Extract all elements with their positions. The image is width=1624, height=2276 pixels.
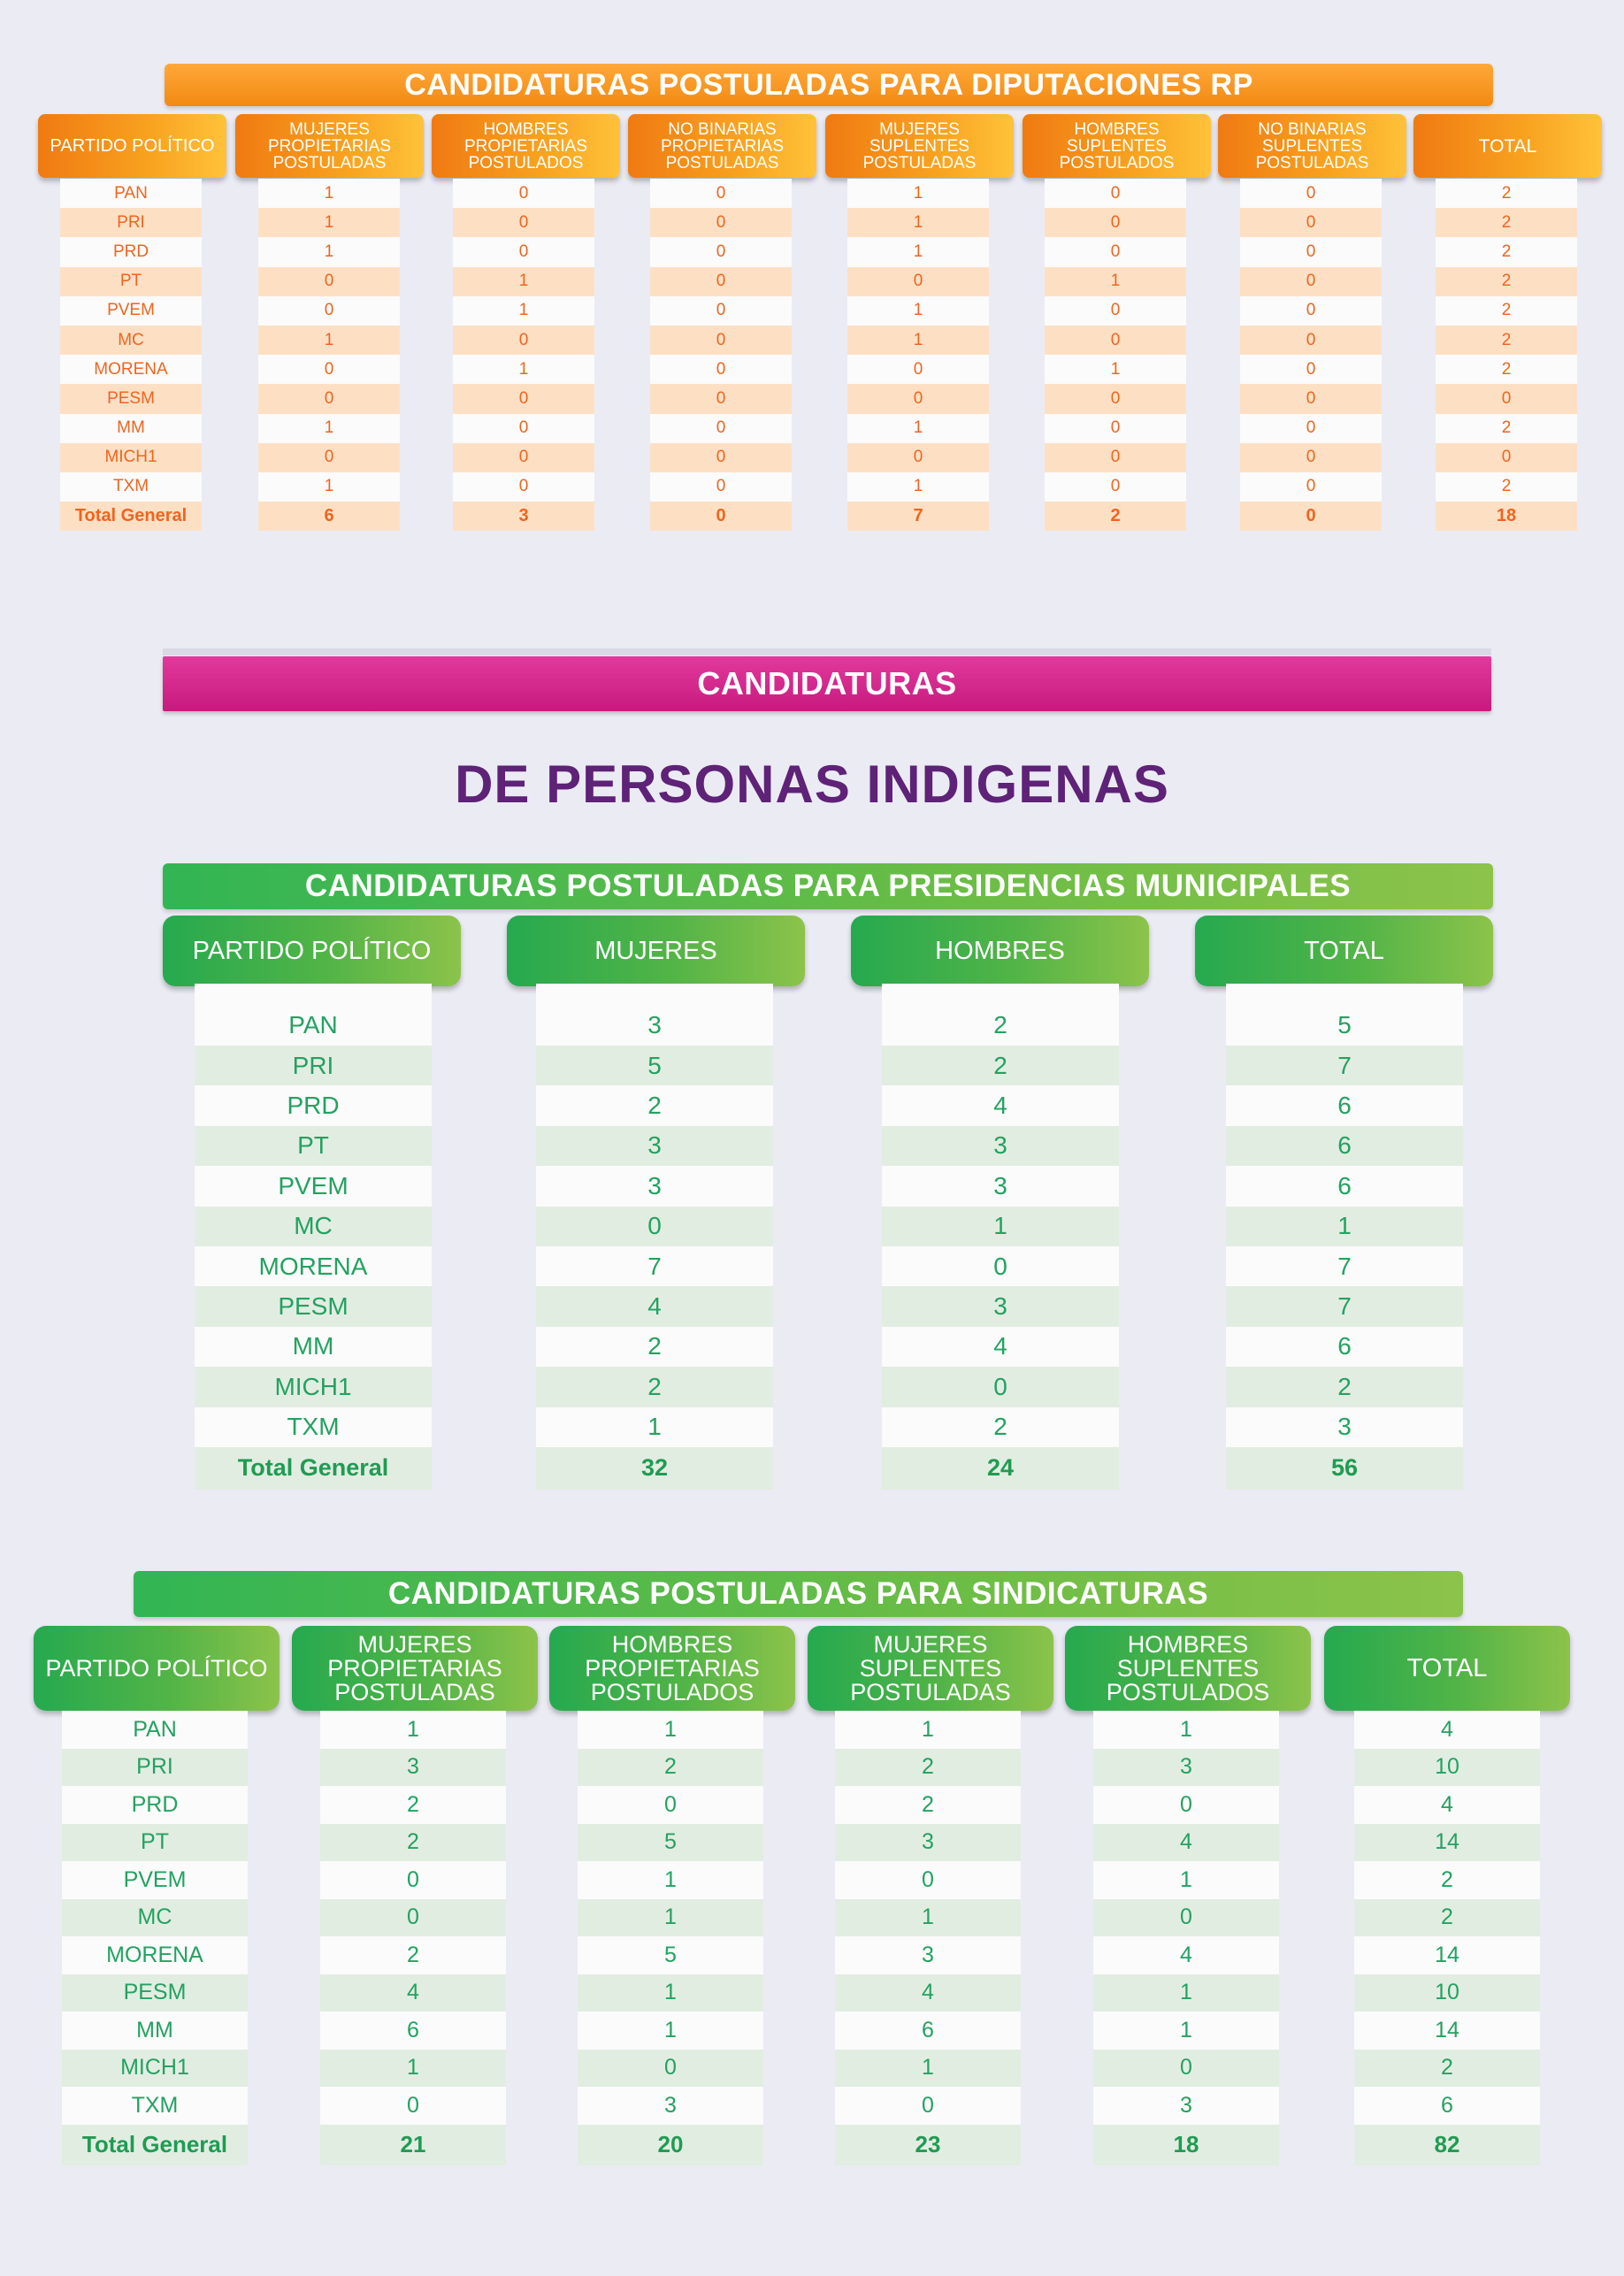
- pm-party-cell: PRI: [195, 1046, 432, 1085]
- sind-column-5: [1354, 1711, 1540, 2165]
- sind-header-2: HOMBRES PROPIETARIAS POSTULADOS: [549, 1626, 795, 1711]
- pm-value-cell: 6: [1226, 1085, 1463, 1125]
- pm-value-cell: 3: [536, 984, 773, 1046]
- rp-value-cell: 1: [1045, 355, 1186, 384]
- rp-value-cell: 1: [1045, 267, 1186, 296]
- sind-value-cell: 0: [835, 2087, 1021, 2125]
- pm-value-cell: 3: [882, 1166, 1119, 1206]
- pm-value-cell: 6: [1226, 1166, 1463, 1206]
- pm-party-cell: MORENA: [195, 1246, 432, 1286]
- rp-value-cell: 0: [453, 179, 594, 208]
- rp-total-cell: 18: [1436, 502, 1577, 531]
- sind-value-cell: 4: [1354, 1786, 1540, 1824]
- sind-value-cell: 1: [835, 2050, 1021, 2088]
- sind-party-cell: MC: [62, 1899, 248, 1937]
- rp-party-cell: MICH1: [60, 443, 202, 472]
- pm-value-cell: 2: [1226, 1367, 1463, 1406]
- pm-value-cell: 0: [882, 1367, 1119, 1406]
- pm-total-cell: 32: [536, 1447, 773, 1490]
- sind-column-2: [578, 1711, 763, 2165]
- rp-value-cell: 0: [453, 208, 594, 237]
- section-banner-text: CANDIDATURAS: [697, 665, 957, 701]
- rp-value-cell: 0: [1436, 443, 1577, 472]
- sind-value-cell: 3: [1093, 1749, 1279, 1787]
- pm-value-cell: 3: [1226, 1407, 1463, 1447]
- sind-value-cell: 4: [1354, 1711, 1540, 1749]
- pm-column-1: [536, 984, 773, 1490]
- rp-value-cell: 2: [1436, 267, 1577, 296]
- rp-value-cell: 0: [258, 267, 400, 296]
- rp-header-3: NO BINARIAS PROPIETARIAS POSTULADAS: [628, 114, 816, 178]
- sind-value-cell: 2: [1354, 1861, 1540, 1899]
- sind-value-cell: 3: [835, 1824, 1021, 1862]
- rp-total-cell: 3: [453, 502, 594, 531]
- pm-value-cell: 7: [536, 1246, 773, 1286]
- rp-value-cell: 1: [258, 414, 400, 443]
- rp-total-cell: 2: [1045, 502, 1186, 531]
- sind-party-cell: PT: [62, 1824, 248, 1862]
- rp-value-cell: 0: [1240, 267, 1382, 296]
- sind-value-cell: 6: [1354, 2087, 1540, 2125]
- pm-header-3: TOTAL: [1195, 916, 1493, 986]
- rp-value-cell: 1: [847, 237, 989, 266]
- pm-value-cell: 3: [882, 1286, 1119, 1326]
- sind-value-cell: 0: [835, 1861, 1021, 1899]
- rp-party-cell: PT: [60, 267, 202, 296]
- sind-party-cell: PESM: [62, 1974, 248, 2012]
- pm-total-cell: 24: [882, 1447, 1119, 1490]
- pm-value-cell: 5: [1226, 984, 1463, 1046]
- pm-party-cell: MICH1: [195, 1367, 432, 1406]
- rp-value-cell: 0: [1045, 472, 1186, 502]
- pm-value-cell: 2: [536, 1085, 773, 1125]
- sind-value-cell: 4: [1093, 1936, 1279, 1974]
- pm-party-cell: PESM: [195, 1286, 432, 1326]
- rp-value-cell: 2: [1436, 472, 1577, 502]
- pm-party-cell: PVEM: [195, 1166, 432, 1206]
- sind-value-cell: 0: [1093, 1899, 1279, 1937]
- rp-value-cell: 0: [1240, 296, 1382, 326]
- sind-total-cell: 23: [835, 2125, 1021, 2165]
- rp-column-2: [453, 179, 594, 531]
- rp-column-0: [60, 179, 202, 531]
- sind-value-cell: 1: [320, 1711, 506, 1749]
- rp-value-cell: 1: [847, 326, 989, 355]
- pm-value-cell: 7: [1226, 1286, 1463, 1326]
- pm-column-0: [195, 984, 432, 1490]
- sind-header-1: MUJERES PROPIETARIAS POSTULADAS: [292, 1626, 538, 1711]
- rp-value-cell: 0: [650, 443, 792, 472]
- rp-column-7: [1436, 179, 1577, 531]
- sind-value-cell: 2: [1354, 1899, 1540, 1937]
- rp-value-cell: 0: [847, 384, 989, 413]
- rp-value-cell: 1: [847, 414, 989, 443]
- rp-value-cell: 0: [650, 267, 792, 296]
- pm-value-cell: 4: [882, 1085, 1119, 1125]
- pm-value-cell: 1: [536, 1407, 773, 1447]
- rp-value-cell: 0: [650, 326, 792, 355]
- sind-total-cell: 21: [320, 2125, 506, 2165]
- rp-header-5: HOMBRES SUPLENTES POSTULADOS: [1023, 114, 1211, 178]
- rp-value-cell: 0: [1045, 414, 1186, 443]
- sind-value-cell: 1: [578, 1861, 763, 1899]
- rp-value-cell: 0: [650, 355, 792, 384]
- rp-value-cell: 0: [847, 267, 989, 296]
- pm-total-cell: 56: [1226, 1447, 1463, 1490]
- sind-value-cell: 0: [1093, 1786, 1279, 1824]
- pm-party-cell: PRD: [195, 1085, 432, 1125]
- sind-total-cell: 20: [578, 2125, 763, 2165]
- sind-value-cell: 1: [1093, 1861, 1279, 1899]
- sind-value-cell: 10: [1354, 1974, 1540, 2012]
- pm-value-cell: 3: [536, 1126, 773, 1166]
- sind-value-cell: 4: [1093, 1824, 1279, 1862]
- pm-value-cell: 2: [882, 984, 1119, 1046]
- pm-value-cell: 3: [882, 1126, 1119, 1166]
- sind-value-cell: 3: [320, 1749, 506, 1787]
- rp-party-cell: TXM: [60, 472, 202, 502]
- sind-value-cell: 1: [835, 1899, 1021, 1937]
- sind-column-4: [1093, 1711, 1279, 2165]
- rp-value-cell: 2: [1436, 237, 1577, 266]
- section-banner: [163, 656, 1491, 711]
- pm-column-2: [882, 984, 1119, 1490]
- rp-value-cell: 0: [650, 296, 792, 326]
- rp-value-cell: 1: [847, 179, 989, 208]
- rp-value-cell: 0: [1240, 384, 1382, 413]
- rp-header-0: PARTIDO POLÍTICO: [38, 114, 226, 178]
- rp-title-banner: [165, 64, 1493, 106]
- rp-value-cell: 0: [258, 384, 400, 413]
- rp-value-cell: 0: [1045, 384, 1186, 413]
- pm-value-cell: 4: [882, 1327, 1119, 1367]
- rp-value-cell: 0: [453, 326, 594, 355]
- pm-header-0: PARTIDO POLÍTICO: [163, 916, 461, 986]
- sind-total-cell: 82: [1354, 2125, 1540, 2165]
- sind-value-cell: 1: [578, 1974, 763, 2012]
- pm-title-banner: [163, 863, 1493, 909]
- rp-value-cell: 2: [1436, 208, 1577, 237]
- sind-value-cell: 2: [835, 1786, 1021, 1824]
- pm-value-cell: 1: [1226, 1207, 1463, 1246]
- rp-value-cell: 0: [1045, 443, 1186, 472]
- sind-value-cell: 2: [578, 1749, 763, 1787]
- rp-header-1: MUJERES PROPIETARIAS POSTULADAS: [235, 114, 424, 178]
- pm-value-cell: 0: [882, 1246, 1119, 1286]
- sind-value-cell: 14: [1354, 1936, 1540, 1974]
- rp-value-cell: 0: [847, 355, 989, 384]
- rp-header-2: HOMBRES PROPIETARIAS POSTULADOS: [432, 114, 620, 178]
- rp-value-cell: 1: [453, 355, 594, 384]
- sind-value-cell: 5: [578, 1936, 763, 1974]
- rp-value-cell: 1: [847, 296, 989, 326]
- rp-header-7: TOTAL: [1413, 114, 1602, 178]
- pm-party-cell: PT: [195, 1126, 432, 1166]
- rp-value-cell: 0: [1240, 443, 1382, 472]
- rp-value-cell: 0: [1045, 208, 1186, 237]
- rp-value-cell: 0: [453, 237, 594, 266]
- sind-value-cell: 0: [578, 2050, 763, 2088]
- rp-party-cell: PRI: [60, 208, 202, 237]
- sind-value-cell: 2: [320, 1786, 506, 1824]
- pm-value-cell: 7: [1226, 1046, 1463, 1085]
- sind-total-cell: 18: [1093, 2125, 1279, 2165]
- sind-value-cell: 3: [1093, 2087, 1279, 2125]
- sind-party-cell: MICH1: [62, 2050, 248, 2088]
- sind-party-cell: MORENA: [62, 1936, 248, 1974]
- sind-value-cell: 1: [320, 2050, 506, 2088]
- sind-column-3: [835, 1711, 1021, 2165]
- rp-total-cell: 0: [1240, 502, 1382, 531]
- rp-value-cell: 1: [453, 296, 594, 326]
- pm-column-3: [1226, 984, 1463, 1490]
- pm-header-1: MUJERES: [507, 916, 805, 986]
- section-subtitle: DE PERSONAS INDIGENAS: [455, 755, 1169, 814]
- pm-value-cell: 1: [882, 1207, 1119, 1246]
- rp-value-cell: 0: [650, 472, 792, 502]
- sind-value-cell: 2: [320, 1936, 506, 1974]
- rp-value-cell: 2: [1436, 179, 1577, 208]
- sind-value-cell: 4: [320, 1974, 506, 2012]
- sind-title: CANDIDATURAS POSTULADAS PARA SINDICATURAS: [387, 1576, 1209, 1611]
- rp-value-cell: 0: [453, 414, 594, 443]
- rp-value-cell: 0: [1045, 326, 1186, 355]
- rp-party-cell: MORENA: [60, 355, 202, 384]
- rp-total-cell: 7: [847, 502, 989, 531]
- rp-value-cell: 2: [1436, 355, 1577, 384]
- rp-value-cell: 0: [1240, 237, 1382, 266]
- pm-value-cell: 3: [536, 1166, 773, 1206]
- rp-party-cell: PAN: [60, 179, 202, 208]
- sind-value-cell: 2: [320, 1824, 506, 1862]
- sind-value-cell: 1: [1093, 1711, 1279, 1749]
- rp-party-cell: PVEM: [60, 296, 202, 326]
- rp-value-cell: 0: [258, 443, 400, 472]
- rp-value-cell: 1: [453, 267, 594, 296]
- pm-value-cell: 6: [1226, 1126, 1463, 1166]
- rp-value-cell: 1: [258, 472, 400, 502]
- rp-value-cell: 1: [258, 237, 400, 266]
- sind-header-3: MUJERES SUPLENTES POSTULADAS: [808, 1626, 1053, 1711]
- rp-column-4: [847, 179, 989, 531]
- rp-value-cell: 0: [1045, 179, 1186, 208]
- pm-party-cell: MM: [195, 1327, 432, 1367]
- rp-value-cell: 0: [1045, 296, 1186, 326]
- rp-value-cell: 0: [453, 443, 594, 472]
- rp-value-cell: 0: [1240, 414, 1382, 443]
- sind-value-cell: 0: [578, 1786, 763, 1824]
- sind-header-4: HOMBRES SUPLENTES POSTULADOS: [1065, 1626, 1311, 1711]
- rp-total-cell: 6: [258, 502, 400, 531]
- rp-value-cell: 1: [258, 326, 400, 355]
- rp-value-cell: 0: [258, 296, 400, 326]
- sind-party-cell: PRD: [62, 1786, 248, 1824]
- sind-value-cell: 6: [320, 2012, 506, 2050]
- sind-value-cell: 1: [578, 1711, 763, 1749]
- sind-party-cell: TXM: [62, 2087, 248, 2125]
- rp-value-cell: 0: [650, 384, 792, 413]
- rp-title: CANDIDATURAS POSTULADAS PARA DIPUTACIONES RP: [404, 67, 1253, 102]
- sind-value-cell: 14: [1354, 1824, 1540, 1862]
- rp-party-cell: PESM: [60, 384, 202, 413]
- rp-value-cell: 0: [847, 443, 989, 472]
- rp-party-cell: PRD: [60, 237, 202, 266]
- rp-column-6: [1240, 179, 1382, 531]
- sind-value-cell: 6: [835, 2012, 1021, 2050]
- sind-value-cell: 0: [320, 1899, 506, 1937]
- rp-value-cell: 0: [1240, 472, 1382, 502]
- sind-value-cell: 1: [835, 1711, 1021, 1749]
- sind-value-cell: 2: [1354, 2050, 1540, 2088]
- rp-column-1: [258, 179, 400, 531]
- sind-value-cell: 0: [320, 1861, 506, 1899]
- rp-value-cell: 1: [258, 208, 400, 237]
- rp-value-cell: 1: [847, 472, 989, 502]
- sind-header-5: TOTAL: [1324, 1626, 1570, 1711]
- rp-header-4: MUJERES SUPLENTES POSTULADAS: [825, 114, 1014, 178]
- rp-party-cell: MC: [60, 326, 202, 355]
- sind-value-cell: 1: [578, 1899, 763, 1937]
- sind-party-cell: PRI: [62, 1749, 248, 1787]
- sind-party-cell: PAN: [62, 1711, 248, 1749]
- rp-value-cell: 0: [453, 472, 594, 502]
- rp-value-cell: 2: [1436, 296, 1577, 326]
- rp-party-cell: MM: [60, 414, 202, 443]
- pm-party-cell: MC: [195, 1207, 432, 1246]
- pm-value-cell: 2: [882, 1046, 1119, 1085]
- rp-value-cell: 0: [453, 384, 594, 413]
- section-banner-shadow: [163, 648, 1491, 655]
- rp-header-6: NO BINARIAS SUPLENTES POSTULADAS: [1218, 114, 1406, 178]
- rp-value-cell: 0: [650, 208, 792, 237]
- rp-value-cell: 0: [650, 414, 792, 443]
- sind-value-cell: 1: [1093, 1974, 1279, 2012]
- sind-value-cell: 2: [835, 1749, 1021, 1787]
- rp-value-cell: 0: [1240, 208, 1382, 237]
- rp-value-cell: 2: [1436, 414, 1577, 443]
- pm-value-cell: 2: [536, 1367, 773, 1406]
- pm-value-cell: 6: [1226, 1327, 1463, 1367]
- sind-value-cell: 1: [578, 2012, 763, 2050]
- rp-column-5: [1045, 179, 1186, 531]
- pm-value-cell: 5: [536, 1046, 773, 1085]
- sind-header-0: PARTIDO POLÍTICO: [34, 1626, 280, 1711]
- rp-value-cell: 0: [1240, 179, 1382, 208]
- pm-title: CANDIDATURAS POSTULADAS PARA PRESIDENCIAS MUNICIPALES: [304, 869, 1352, 903]
- rp-value-cell: 0: [1045, 237, 1186, 266]
- rp-value-cell: 0: [258, 355, 400, 384]
- rp-total-cell: 0: [650, 502, 792, 531]
- sind-column-0: [62, 1711, 248, 2165]
- sind-value-cell: 1: [1093, 2012, 1279, 2050]
- sind-value-cell: 3: [578, 2087, 763, 2125]
- rp-total-cell: Total General: [60, 502, 202, 531]
- sind-value-cell: 14: [1354, 2012, 1540, 2050]
- pm-total-cell: Total General: [195, 1447, 432, 1490]
- pm-value-cell: 7: [1226, 1246, 1463, 1286]
- sind-value-cell: 3: [835, 1936, 1021, 1974]
- pm-value-cell: 0: [536, 1207, 773, 1246]
- rp-value-cell: 0: [1436, 384, 1577, 413]
- pm-value-cell: 2: [536, 1327, 773, 1367]
- sind-title-banner: [134, 1571, 1463, 1617]
- sind-value-cell: 0: [1093, 2050, 1279, 2088]
- sind-total-cell: Total General: [62, 2125, 248, 2165]
- pm-party-cell: PAN: [195, 984, 432, 1046]
- sind-column-1: [320, 1711, 506, 2165]
- rp-value-cell: 1: [258, 179, 400, 208]
- rp-column-3: [650, 179, 792, 531]
- sind-value-cell: 4: [835, 1974, 1021, 2012]
- sind-party-cell: MM: [62, 2012, 248, 2050]
- pm-value-cell: 4: [536, 1286, 773, 1326]
- pm-header-2: HOMBRES: [851, 916, 1149, 986]
- rp-value-cell: 2: [1436, 326, 1577, 355]
- rp-value-cell: 0: [650, 179, 792, 208]
- sind-value-cell: 0: [320, 2087, 506, 2125]
- pm-party-cell: TXM: [195, 1407, 432, 1447]
- rp-value-cell: 0: [1240, 326, 1382, 355]
- pm-value-cell: 2: [882, 1407, 1119, 1447]
- sind-value-cell: 5: [578, 1824, 763, 1862]
- rp-value-cell: 0: [1240, 355, 1382, 384]
- rp-value-cell: 1: [847, 208, 989, 237]
- sind-party-cell: PVEM: [62, 1861, 248, 1899]
- sind-value-cell: 10: [1354, 1749, 1540, 1787]
- rp-value-cell: 0: [650, 237, 792, 266]
